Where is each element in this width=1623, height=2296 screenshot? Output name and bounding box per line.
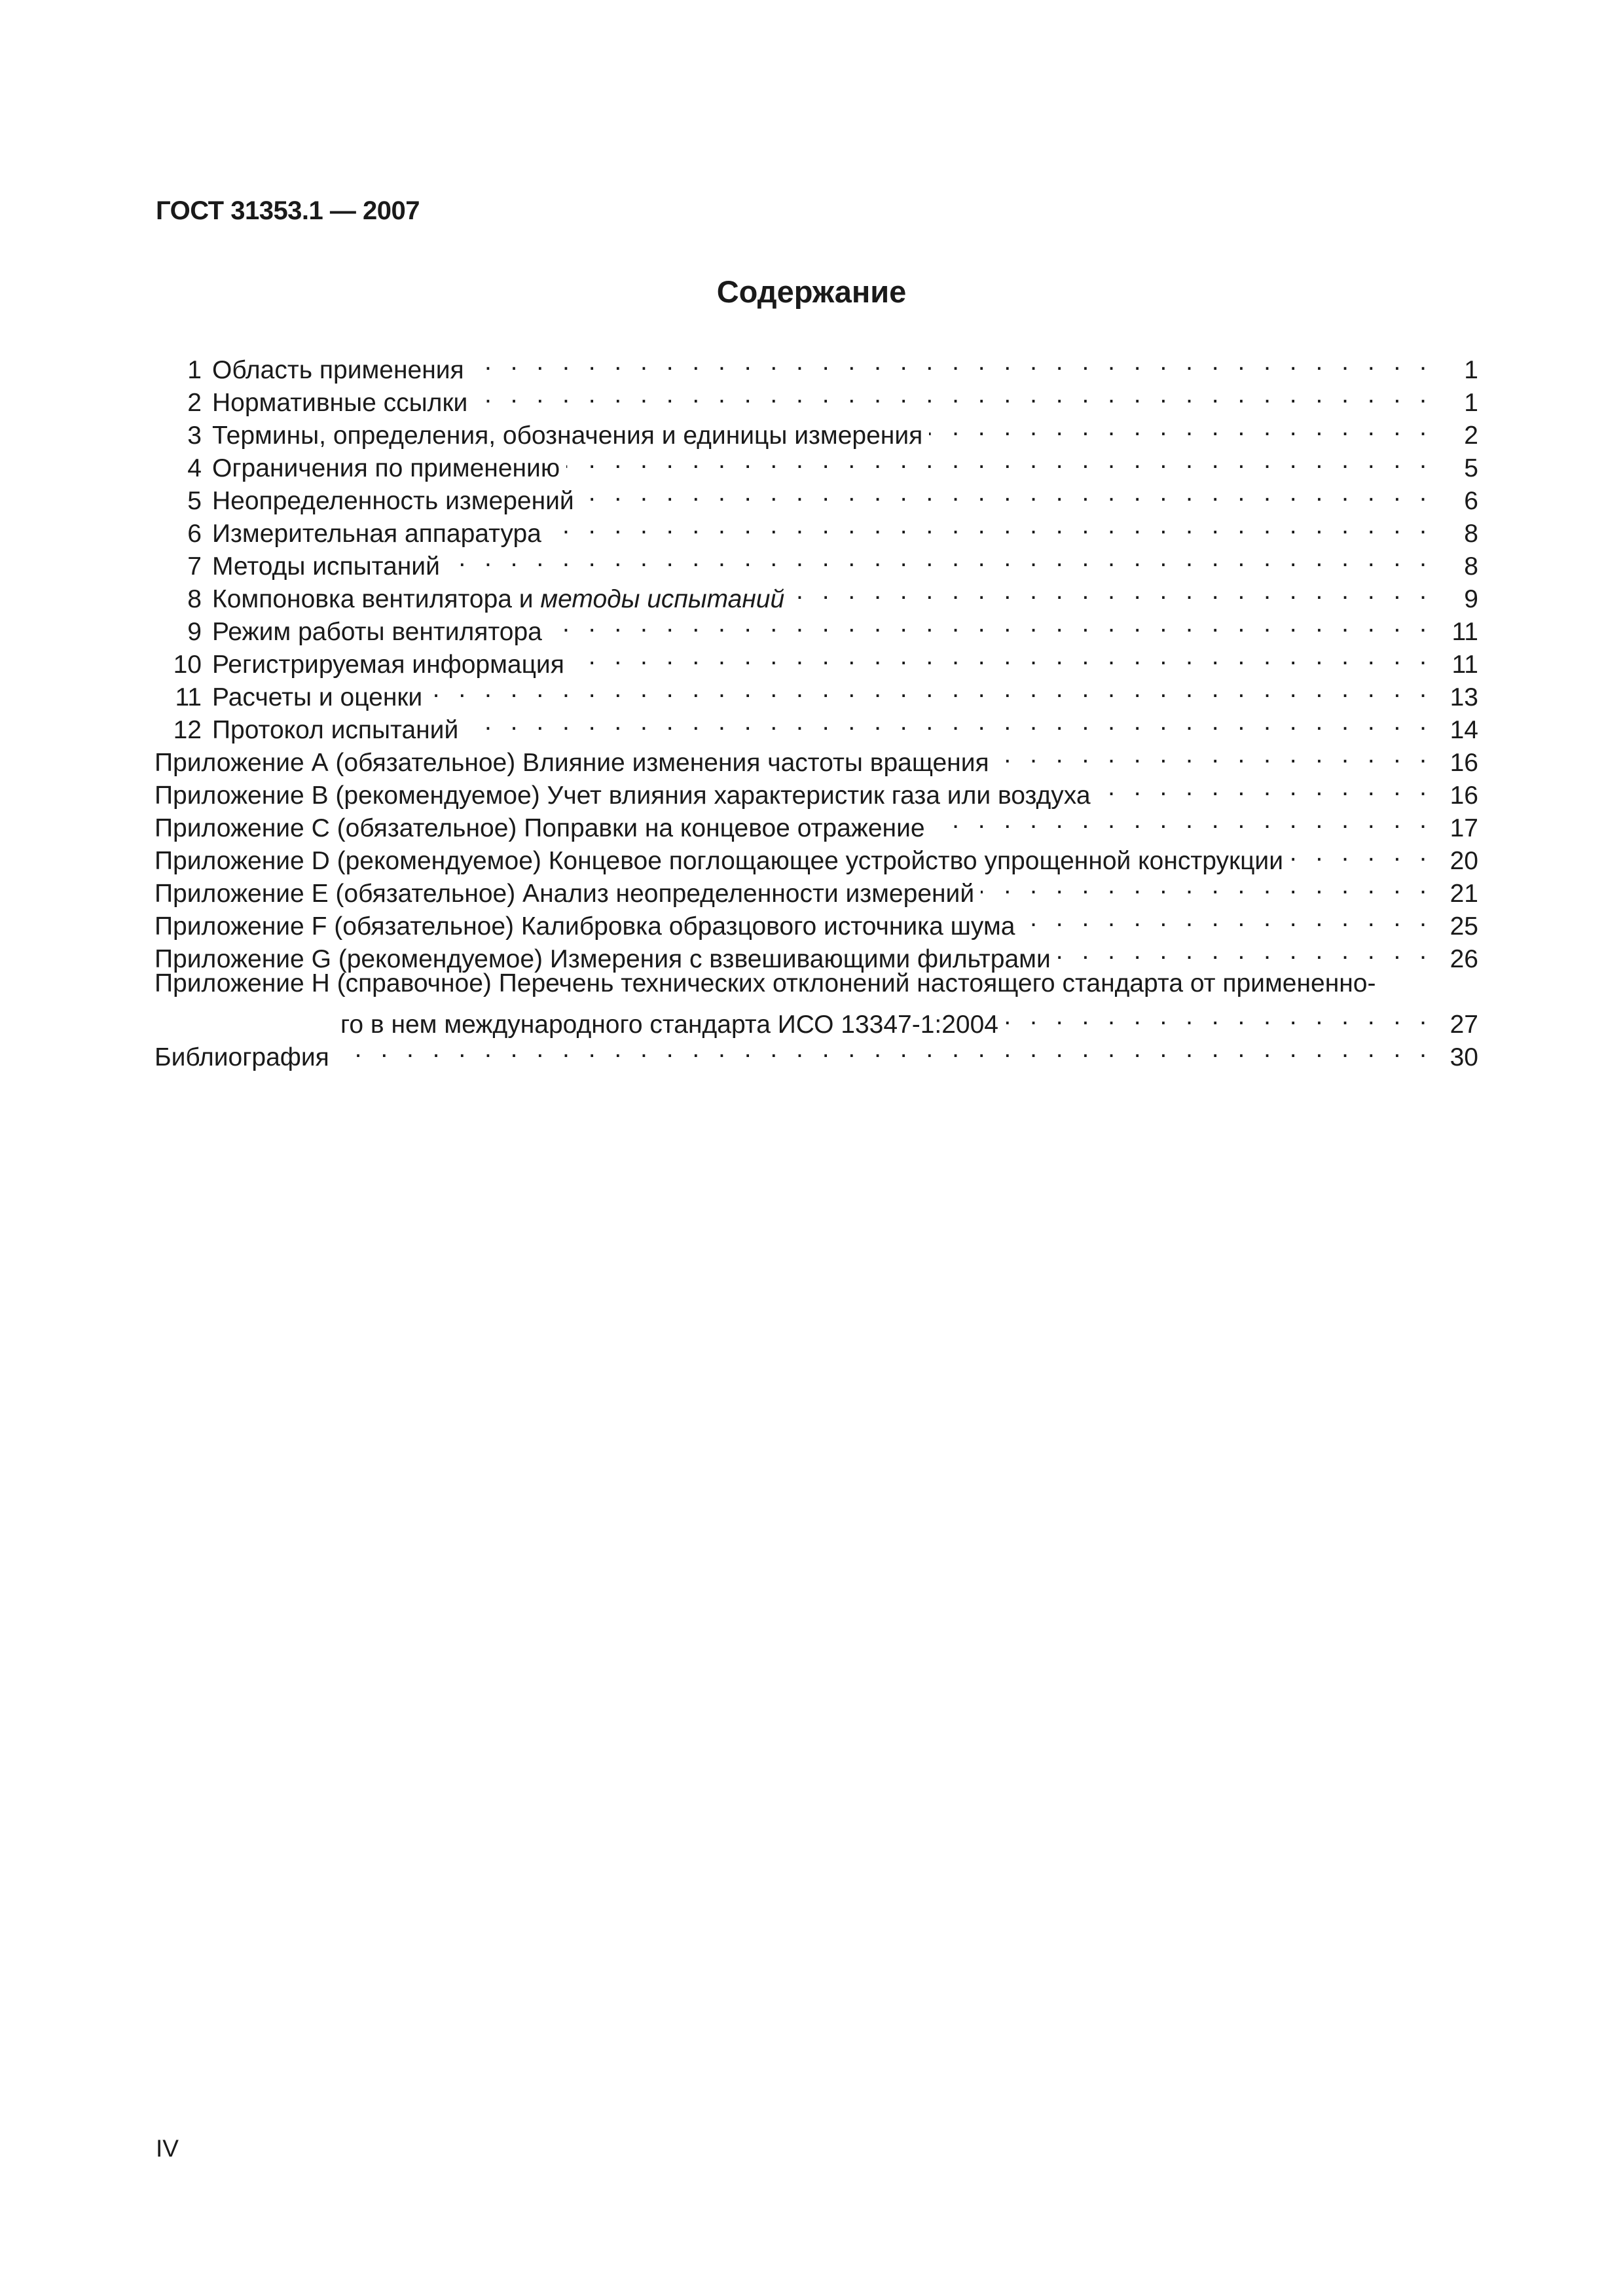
toc-entry-page: 6 <box>1464 487 1478 515</box>
toc-entry-title: Нормативные ссылки <box>212 389 468 417</box>
toc-entry-page: 11 <box>1451 618 1478 646</box>
toc-bibliography-title: Библиография <box>155 1043 329 1071</box>
toc-entry-title-regular: Компоновка вентилятора и <box>212 585 534 613</box>
toc-entry-11[interactable] <box>155 673 1478 711</box>
toc-leader-dots <box>447 542 1432 575</box>
toc-entry-page: 5 <box>1464 454 1478 482</box>
toc-entry-page: 9 <box>1464 585 1478 613</box>
toc-annex-page: 27 <box>1450 1011 1478 1039</box>
toc-entry-2[interactable] <box>155 378 1478 417</box>
toc-entry-title: Ограничения по применению <box>212 454 560 482</box>
toc-entry-number: 10 <box>173 651 202 679</box>
toc-leader-dots <box>996 738 1432 771</box>
toc-leader-dots <box>791 575 1432 607</box>
toc-entry-5[interactable] <box>155 476 1478 515</box>
toc-entry-number: 12 <box>173 716 202 744</box>
toc-annex-page: 25 <box>1450 912 1478 941</box>
toc-annex-title: Приложение D (рекомендуемое) Концевое поглощающее устройство упрощенной конструкции <box>155 847 1283 875</box>
toc-annex-a[interactable] <box>155 738 1478 777</box>
toc-entry-title: Измерительная аппаратура <box>212 520 541 548</box>
toc-annex-title: Приложение В (рекомендуемое) Учет влияния характеристик газа или воздуха <box>155 781 1091 810</box>
table-of-contents <box>155 346 1478 1071</box>
toc-entry-1[interactable] <box>155 346 1478 384</box>
toc-entry-title: Область применения <box>212 356 464 384</box>
toc-annex-page: 20 <box>1450 847 1478 875</box>
toc-leader-dots <box>548 509 1432 542</box>
toc-leader-dots <box>929 411 1432 444</box>
toc-annex-page: 21 <box>1450 880 1478 908</box>
toc-entry-number: 3 <box>187 422 202 450</box>
toc-entry-title: Расчеты и оценки <box>212 683 423 711</box>
toc-entry-number: 2 <box>187 389 202 417</box>
toc-annex-page: 16 <box>1450 749 1478 777</box>
toc-entry-page: 13 <box>1450 683 1478 711</box>
toc-leader-dots <box>1290 836 1432 869</box>
toc-leader-dots <box>981 869 1432 902</box>
toc-entry-page: 8 <box>1464 520 1478 548</box>
toc-entry-number: 9 <box>187 618 202 646</box>
toc-annex-f[interactable] <box>155 902 1478 941</box>
toc-entry-10[interactable] <box>155 640 1478 679</box>
toc-annex-e[interactable] <box>155 869 1478 908</box>
toc-entry-number: 6 <box>187 520 202 548</box>
toc-annex-h-line1[interactable] <box>155 967 1478 1000</box>
toc-leader-dots <box>932 804 1432 836</box>
toc-annex-title: Приложение Е (обязательное) Анализ неопределенности измерений <box>155 880 975 908</box>
toc-title: Содержание <box>716 274 907 309</box>
toc-entry-title: Методы испытаний <box>212 552 440 581</box>
toc-entry-3[interactable] <box>155 411 1478 450</box>
toc-leader-dots <box>474 378 1432 411</box>
toc-entry-page: 11 <box>1451 651 1478 679</box>
toc-leader-dots <box>549 607 1432 640</box>
toc-annex-title-continued: го в нем международного стандарта ИСО 13347-1:2004 <box>340 1011 998 1039</box>
toc-annex-b[interactable] <box>155 771 1478 810</box>
toc-entry-9[interactable] <box>155 607 1478 646</box>
toc-leader-dots <box>581 476 1432 509</box>
toc-annex-title: Приложение F (обязательное) Калибровка образцового источника шума <box>155 912 1015 941</box>
toc-annex-h-line2[interactable] <box>155 1000 1478 1039</box>
toc-bibliography[interactable] <box>155 1033 1478 1071</box>
page-number: IV <box>156 2135 179 2162</box>
toc-annex-title: Приложение С (обязательное) Поправки на концевое отражение <box>155 814 925 842</box>
toc-leader-dots <box>336 1033 1432 1066</box>
toc-entry-title: Протокол испытаний <box>212 716 459 744</box>
toc-leader-dots <box>465 706 1432 738</box>
toc-entry-6[interactable] <box>155 509 1478 548</box>
toc-entry-number: 8 <box>187 585 202 613</box>
toc-annex-title: Приложение А (обязательное) Влияние изменения частоты вращения <box>155 749 989 777</box>
toc-annex-title: Приложение Н (справочное) Перечень технических отклонений настоящего стандарта от примененно- <box>155 969 1376 997</box>
toc-entry-number: 1 <box>187 356 202 384</box>
toc-entry-title: Неопределенность измерений <box>212 487 574 515</box>
toc-entry-page: 14 <box>1450 716 1478 744</box>
toc-annex-d[interactable] <box>155 836 1478 875</box>
toc-annex-page: 16 <box>1450 781 1478 810</box>
toc-entry-8[interactable] <box>155 575 1478 613</box>
toc-entry-page: 1 <box>1464 389 1478 417</box>
toc-entry-title: Режим работы вентилятора <box>212 618 542 646</box>
toc-leader-dots <box>566 444 1432 476</box>
toc-annex-g[interactable] <box>155 935 1478 973</box>
toc-annex-page: 26 <box>1450 945 1478 973</box>
toc-annex-page: 17 <box>1450 814 1478 842</box>
toc-entry-number: 4 <box>187 454 202 482</box>
toc-leader-dots <box>429 673 1432 706</box>
document-code: ГОСТ 31353.1 — 2007 <box>156 196 420 225</box>
toc-leader-dots <box>1021 902 1432 935</box>
toc-entry-12[interactable] <box>155 706 1478 744</box>
toc-entry-title: Термины, определения, обозначения и единицы измерения <box>212 422 923 450</box>
toc-entry-4[interactable] <box>155 444 1478 482</box>
toc-annex-c[interactable] <box>155 804 1478 842</box>
toc-annex-title: Приложение G (рекомендуемое) Измерения с взвешивающими фильтрами <box>155 945 1051 973</box>
toc-leader-dots <box>471 346 1432 378</box>
toc-entry-number: 7 <box>187 552 202 581</box>
toc-entry-page: 2 <box>1464 422 1478 450</box>
toc-leader-dots <box>1097 771 1432 804</box>
toc-bibliography-page: 30 <box>1450 1043 1478 1071</box>
toc-leader-dots <box>1005 1000 1432 1033</box>
toc-entry-page: 1 <box>1464 356 1478 384</box>
toc-entry-title: Регистрируемая информация <box>212 651 564 679</box>
toc-leader-dots <box>571 640 1432 673</box>
toc-leader-dots <box>1057 935 1432 967</box>
toc-entry-7[interactable] <box>155 542 1478 581</box>
toc-entry-number: 5 <box>187 487 202 515</box>
toc-entry-number: 11 <box>175 683 202 711</box>
toc-entry-title-italic: методы испытаний <box>540 585 785 613</box>
toc-entry-page: 8 <box>1464 552 1478 581</box>
